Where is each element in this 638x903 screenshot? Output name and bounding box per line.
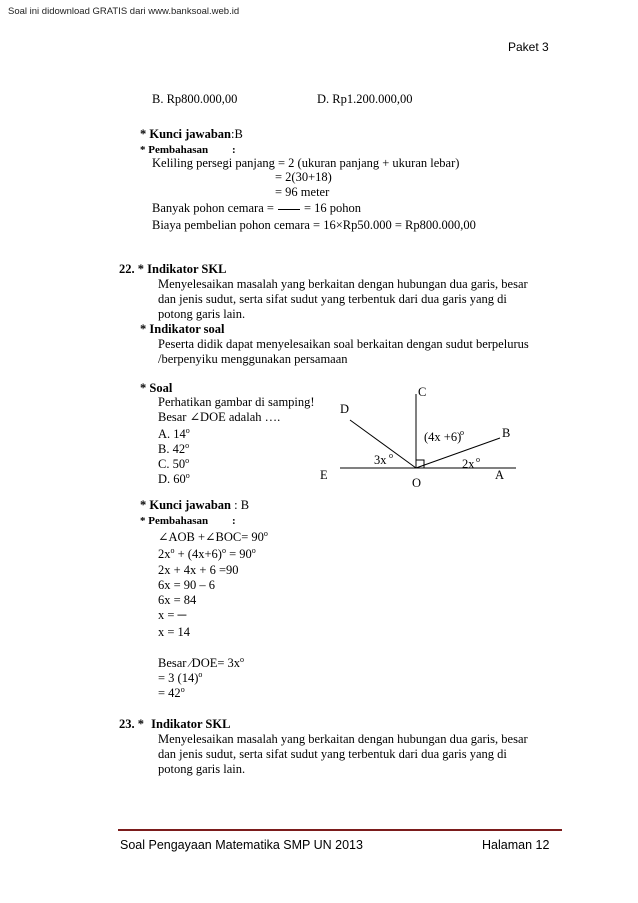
biaya-pembelian: Biaya pembelian pohon cemara = 16×Rp50.000 = Rp800.000,00: [152, 218, 476, 232]
q22-pembahasan: * Pembahasan :: [140, 515, 236, 527]
label-c: C: [418, 385, 427, 399]
footer-page: Halaman 12: [482, 838, 550, 852]
q22-skl-line-3: potong garis lain.: [158, 307, 246, 321]
pembahasan-label: * Pembahasan: [140, 144, 209, 156]
q22-soal-question: Besar ∠DOE adalah ….: [158, 410, 281, 424]
q22-option-d: D. 60$^o$: [158, 471, 190, 486]
step-8: Besar ∕DOE= $3x^o$: [158, 655, 245, 670]
q22-option-b: B. 42$^o$: [158, 441, 190, 456]
deg-aob: o: [476, 455, 480, 464]
q22-kunci: * Kunci jawaban : B: [140, 498, 250, 512]
q22-soal-intro: Perhatikan gambar di samping!: [158, 395, 315, 409]
q23-skl-label: Indikator SKL: [151, 717, 231, 731]
label-d: D: [340, 402, 350, 416]
step-10: = $42^o$: [158, 685, 185, 700]
label-e: E: [320, 468, 328, 482]
label-angle-aob: 2x: [462, 457, 475, 471]
q23-heading: [119, 717, 230, 732]
step-6: x = ─: [158, 608, 187, 622]
q22-soal-label: * Soal: [140, 381, 173, 395]
step-4: 6x = 90 – 6: [158, 578, 216, 592]
q22-option-a: A. 14$^o$: [158, 426, 190, 441]
watermark-text: Soal ini didownload GRATIS dari www.banksoal.web.id: [8, 6, 240, 17]
angle-diagram: [310, 380, 530, 490]
step-9: = 3 $(14)^o$: [158, 670, 203, 685]
q22-number: 22.: [119, 262, 135, 276]
label-angle-doe: 3x: [374, 453, 387, 467]
step-5: 6x = 84: [158, 593, 197, 607]
kunci-value: :B: [231, 127, 243, 141]
step-1: ∠AOB +∠BOC= $90^o$: [158, 529, 268, 544]
keliling-line-3: = 96 meter: [275, 185, 330, 199]
q23-skl-line-3: potong garis lain.: [158, 762, 246, 776]
banyak-post: = 16 pohon: [303, 201, 361, 215]
q23-skl-line-1: Menyelesaikan masalah yang berkaitan dengan hubungan dua garis, besar: [158, 732, 528, 746]
fraction-bar: [278, 209, 300, 210]
deg-doe: o: [389, 451, 393, 460]
paket-label: Paket 3: [508, 40, 549, 54]
q22-heading: [119, 262, 226, 277]
keliling-line-2: = 2(30+18): [275, 170, 332, 184]
label-b: B: [502, 426, 511, 440]
footer-rule: [118, 829, 562, 831]
label-angle-boc: (4x +6): [424, 430, 462, 444]
pembahasan-colon: :: [232, 144, 236, 156]
deg-boc: o: [460, 428, 464, 437]
step-2: $2x^o + (4x+6)^o = 90^o$: [158, 546, 256, 561]
step-3: 2x + 4x + 6 =90: [158, 563, 239, 577]
keliling-line-1: Keliling persegi panjang = 2 (ukuran panjang + ukuran lebar): [152, 156, 460, 170]
label-o: O: [412, 476, 422, 490]
footer-title: Soal Pengayaan Matematika SMP UN 2013: [120, 838, 363, 852]
option-b: B. Rp800.000,00: [152, 92, 238, 106]
q22-indikator-soal-line-2: /berpenyiku menggunakan persamaan: [158, 352, 348, 366]
banyak-pohon: [152, 201, 361, 216]
step-7: x = 14: [158, 625, 191, 639]
q23-skl-line-2: dan jenis sudut, serta sifat sudut yang terbentuk dari dua garis yang di: [158, 747, 507, 761]
q22-option-c: C. 50$^o$: [158, 456, 190, 471]
kunci-label: * Kunci jawaban: [140, 127, 231, 141]
q22-indikator-soal-label: * Indikator soal: [140, 322, 225, 336]
banyak-pre: Banyak pohon cemara =: [152, 201, 274, 215]
q22-indikator-soal-line-1: Peserta didik dapat menyelesaikan soal berkaitan dengan sudut berpelurus: [158, 337, 529, 351]
label-a: A: [495, 468, 505, 482]
kunci-jawaban-21: [140, 127, 243, 142]
option-d: D. Rp1.200.000,00: [317, 92, 413, 106]
q22-skl-line-1: Menyelesaikan masalah yang berkaitan dengan hubungan dua garis, besar: [158, 277, 528, 291]
q23-number: 23. *: [119, 717, 144, 731]
q22-skl-line-2: dan jenis sudut, serta sifat sudut yang terbentuk dari dua garis yang di: [158, 292, 507, 306]
q22-skl-label: * Indikator SKL: [137, 262, 227, 276]
